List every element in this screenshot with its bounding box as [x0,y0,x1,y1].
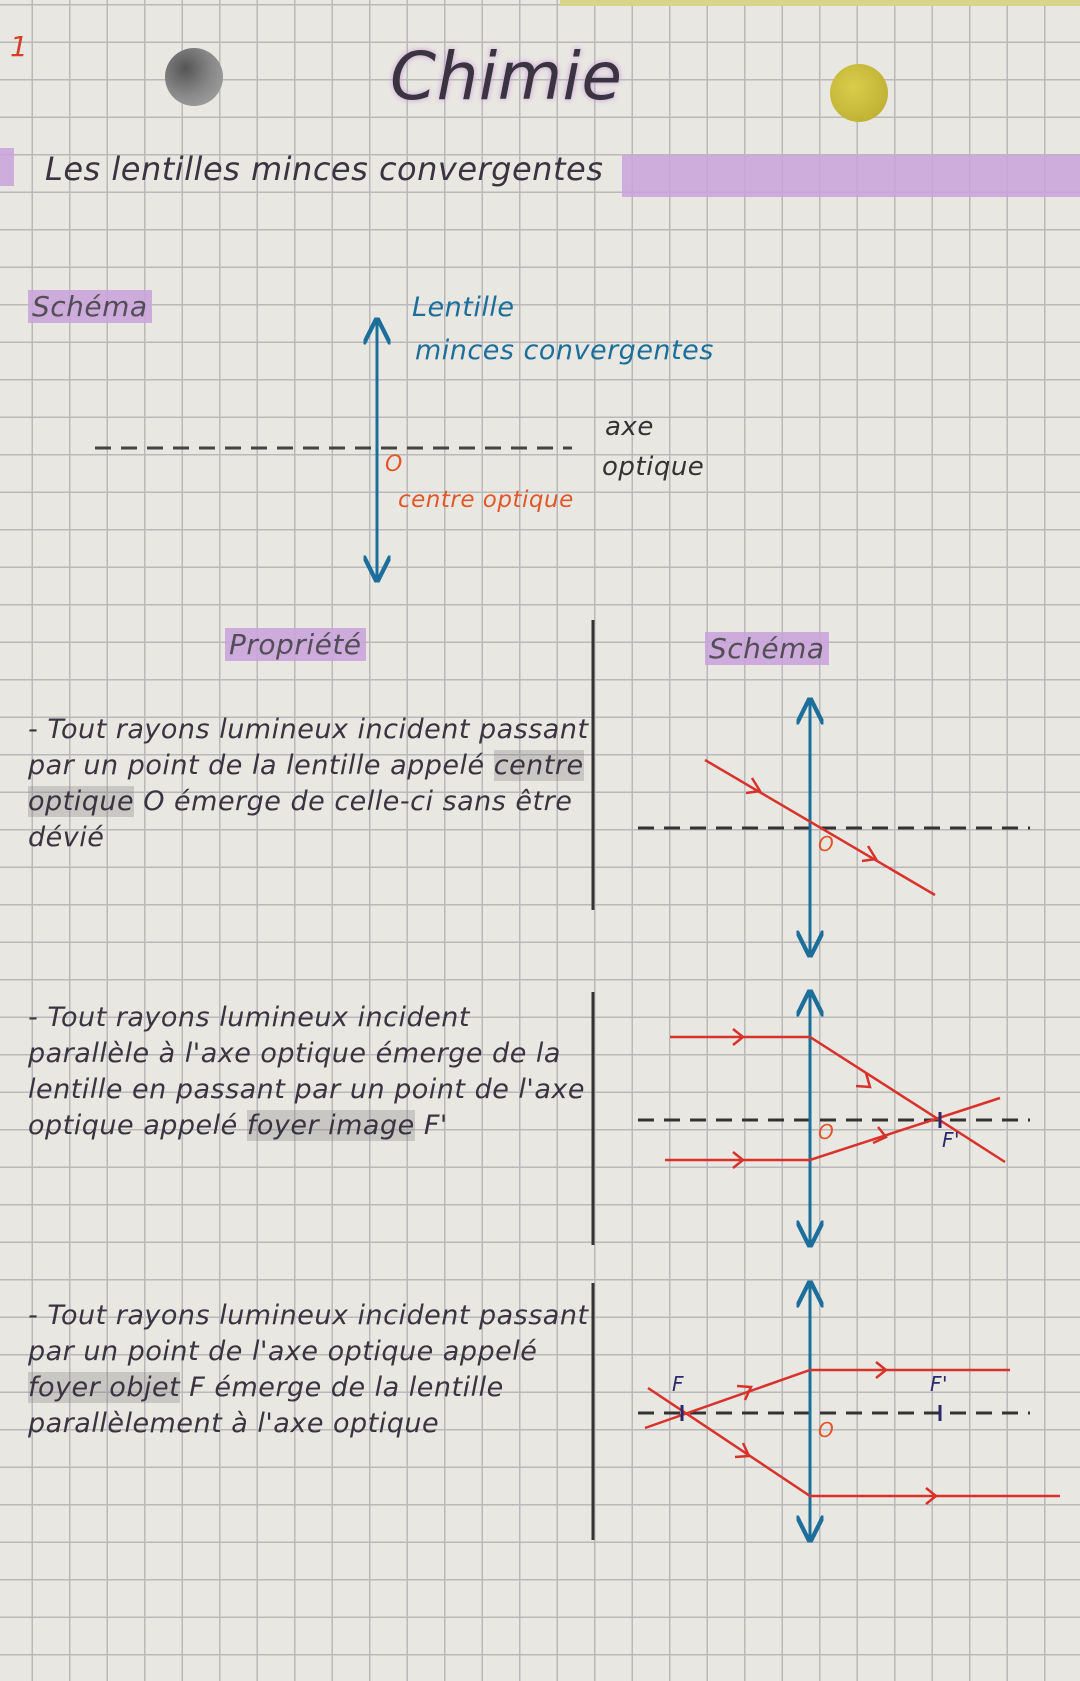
schema-heading: Schéma [28,290,152,323]
center-symbol: O [385,452,403,477]
axis-label-line1: axe [605,412,654,442]
section-title: Les lentilles minces convergentes [45,150,604,188]
property-text: - Tout rayons lumineux incident passant par un point de la lentille appelé centre optique O émerge de celle-ci sans être dévié [28,714,589,853]
image-focus-label: F' [930,1372,949,1396]
highlighted-term: centre optique [28,750,584,817]
page-title: Chimie [390,38,623,115]
ray-arrow [735,1362,936,1504]
image-focus-label: F' [942,1128,961,1152]
center-symbol: O [818,1418,835,1442]
property-text: - Tout rayons lumineux incident passant par un point de l'axe optique appelé foyer objet F émerge de la lentille parallèlement à l'axe optique [28,1300,589,1439]
highlighted-term: foyer objet [28,1372,181,1403]
lens-label-line1: Lentille [412,292,515,323]
column-header-schema: Schéma [705,632,829,665]
highlighted-term: foyer image [246,1110,415,1141]
center-symbol: O [818,1120,835,1144]
axis-label-line2: optique [602,452,705,482]
center-symbol: O [818,832,835,856]
object-focus-label: F [672,1372,685,1396]
page-number: 1 [10,30,29,63]
center-label: centre optique [398,487,574,513]
property-text: - Tout rayons lumineux incident parallèle à l'axe optique émerge de la lentille en passant par un point de l'axe optique appelé foyer image F' [28,1002,585,1141]
lens-label-line2: minces convergentes [415,335,714,366]
column-header-property: Propriété [225,628,366,661]
